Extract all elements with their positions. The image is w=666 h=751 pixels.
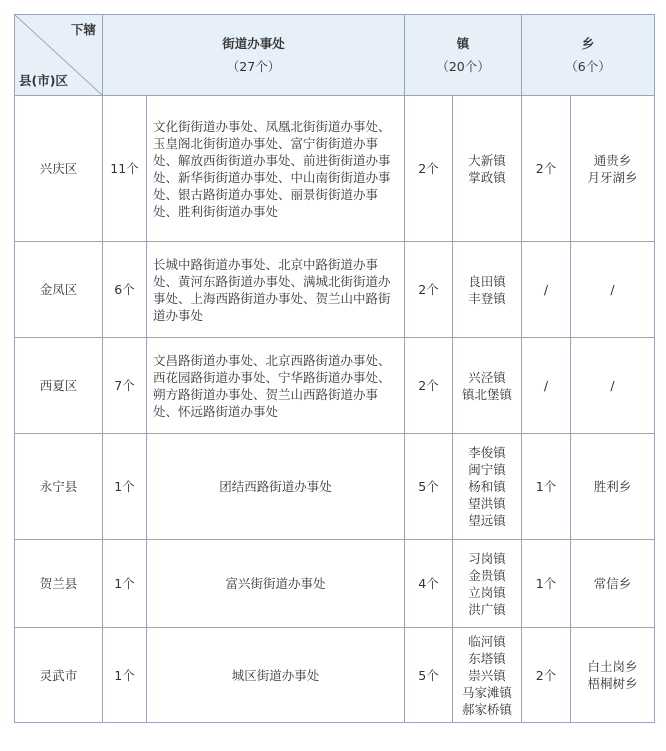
township-list [571, 338, 655, 434]
township-name: 白土岗乡 [587, 659, 638, 674]
town-name: 立岗镇 [468, 584, 506, 600]
town-count: 4个 [405, 540, 453, 628]
town-list [453, 96, 522, 242]
street-list: 城区街道办事处 [147, 628, 405, 723]
district-name: 贺兰县 [15, 540, 103, 628]
street-count: 1个 [103, 434, 147, 540]
street-list: 文昌路街道办事处、北京西路街道办事处、西花园路街道办事处、宁华路街道办事处、朔方路街道办事处、贺兰山西路街道办事处、怀远路街道办事处 [147, 338, 405, 434]
street-count: 11个 [103, 96, 147, 242]
town-name: 马家滩镇 [462, 684, 513, 700]
town-list [453, 628, 522, 723]
township-name: / [610, 282, 615, 297]
town-name: 望洪镇 [468, 496, 506, 511]
town-name: 闽宁镇 [468, 462, 506, 477]
town-list [453, 434, 522, 540]
corner-bottom-label: 县(市)区 [19, 73, 68, 88]
town-name: 东塔镇 [468, 650, 506, 666]
table-row [15, 242, 655, 338]
township-name: / [610, 378, 615, 393]
town-list [453, 338, 522, 434]
town-header [405, 15, 522, 96]
table-row [15, 338, 655, 434]
township-name: 梧桐树乡 [587, 676, 638, 691]
township-count: 1个 [522, 540, 571, 628]
town-header-count: （20个） [436, 59, 490, 74]
street-count: 6个 [103, 242, 147, 338]
township-name: 通贵乡 [593, 152, 632, 168]
town-name: 丰登镇 [468, 290, 506, 306]
street-header-count: （27个） [226, 59, 281, 74]
township-list [571, 628, 655, 723]
street-count: 1个 [103, 540, 147, 628]
district-name: 西夏区 [15, 338, 103, 434]
street-count: 7个 [103, 338, 147, 434]
township-count: 2个 [522, 628, 571, 723]
township-header [522, 15, 655, 96]
town-name: 镇北堡镇 [462, 386, 513, 402]
town-name: 李俊镇 [468, 445, 506, 460]
town-name: 崇兴镇 [468, 667, 506, 683]
district-name: 金凤区 [15, 242, 103, 338]
street-header-title: 街道办事处 [222, 36, 285, 51]
town-name: 习岗镇 [468, 550, 506, 566]
township-header-title: 乡 [581, 36, 595, 51]
town-name: 郝家桥镇 [462, 701, 513, 717]
township-name: 胜利乡 [593, 479, 632, 494]
town-name: 大新镇 [468, 152, 506, 168]
township-list [571, 242, 655, 338]
township-count: 1个 [522, 434, 571, 540]
township-count: / [522, 242, 571, 338]
district-name: 兴庆区 [15, 96, 103, 242]
table-row [15, 434, 655, 540]
town-name: 洪广镇 [468, 601, 506, 617]
town-list [453, 242, 522, 338]
town-name: 良田镇 [468, 273, 506, 289]
town-count: 2个 [405, 96, 453, 242]
township-count: 2个 [522, 96, 571, 242]
township-name: 月牙湖乡 [587, 169, 638, 185]
township-list [571, 434, 655, 540]
street-list: 文化街街道办事处、凤凰北街街道办事处、玉皇阁北街街道办事处、富宁街街道办事处、解放西街街道办事处、前进街街道办事处、新华街街道办事处、中山南街街道办事处、银古路街道办事处、丽景街街道办事处、胜利街街道办事处 [147, 96, 405, 242]
town-name: 金贵镇 [468, 567, 506, 583]
township-name: 常信乡 [593, 576, 632, 591]
header-row [15, 15, 655, 96]
town-count: 2个 [405, 242, 453, 338]
township-header-count: （6个） [565, 59, 611, 74]
town-header-title: 镇 [456, 36, 470, 51]
street-list: 团结西路街道办事处 [147, 434, 405, 540]
district-name: 灵武市 [15, 628, 103, 723]
table-row [15, 96, 655, 242]
street-list: 长城中路街道办事处、北京中路街道办事处、黄河东路街道办事处、满城北街街道办事处、上海西路街道办事处、贺兰山中路街道办事处 [147, 242, 405, 338]
corner-header-cell [15, 15, 103, 96]
town-name: 兴泾镇 [468, 369, 506, 385]
town-count: 5个 [405, 434, 453, 540]
town-list [453, 540, 522, 628]
township-list [571, 96, 655, 242]
corner-top-label: 下辖 [70, 22, 96, 37]
table-row [15, 628, 655, 723]
town-name: 掌政镇 [468, 169, 506, 185]
street-list: 富兴街街道办事处 [147, 540, 405, 628]
town-name: 杨和镇 [468, 479, 506, 494]
street-header [103, 15, 405, 96]
admin-division-table [14, 14, 655, 723]
town-name: 望远镇 [468, 513, 506, 528]
town-count: 2个 [405, 338, 453, 434]
township-list [571, 540, 655, 628]
street-count: 1个 [103, 628, 147, 723]
town-name: 临河镇 [468, 633, 506, 649]
table-row [15, 540, 655, 628]
town-count: 5个 [405, 628, 453, 723]
district-name: 永宁县 [15, 434, 103, 540]
township-count: / [522, 338, 571, 434]
